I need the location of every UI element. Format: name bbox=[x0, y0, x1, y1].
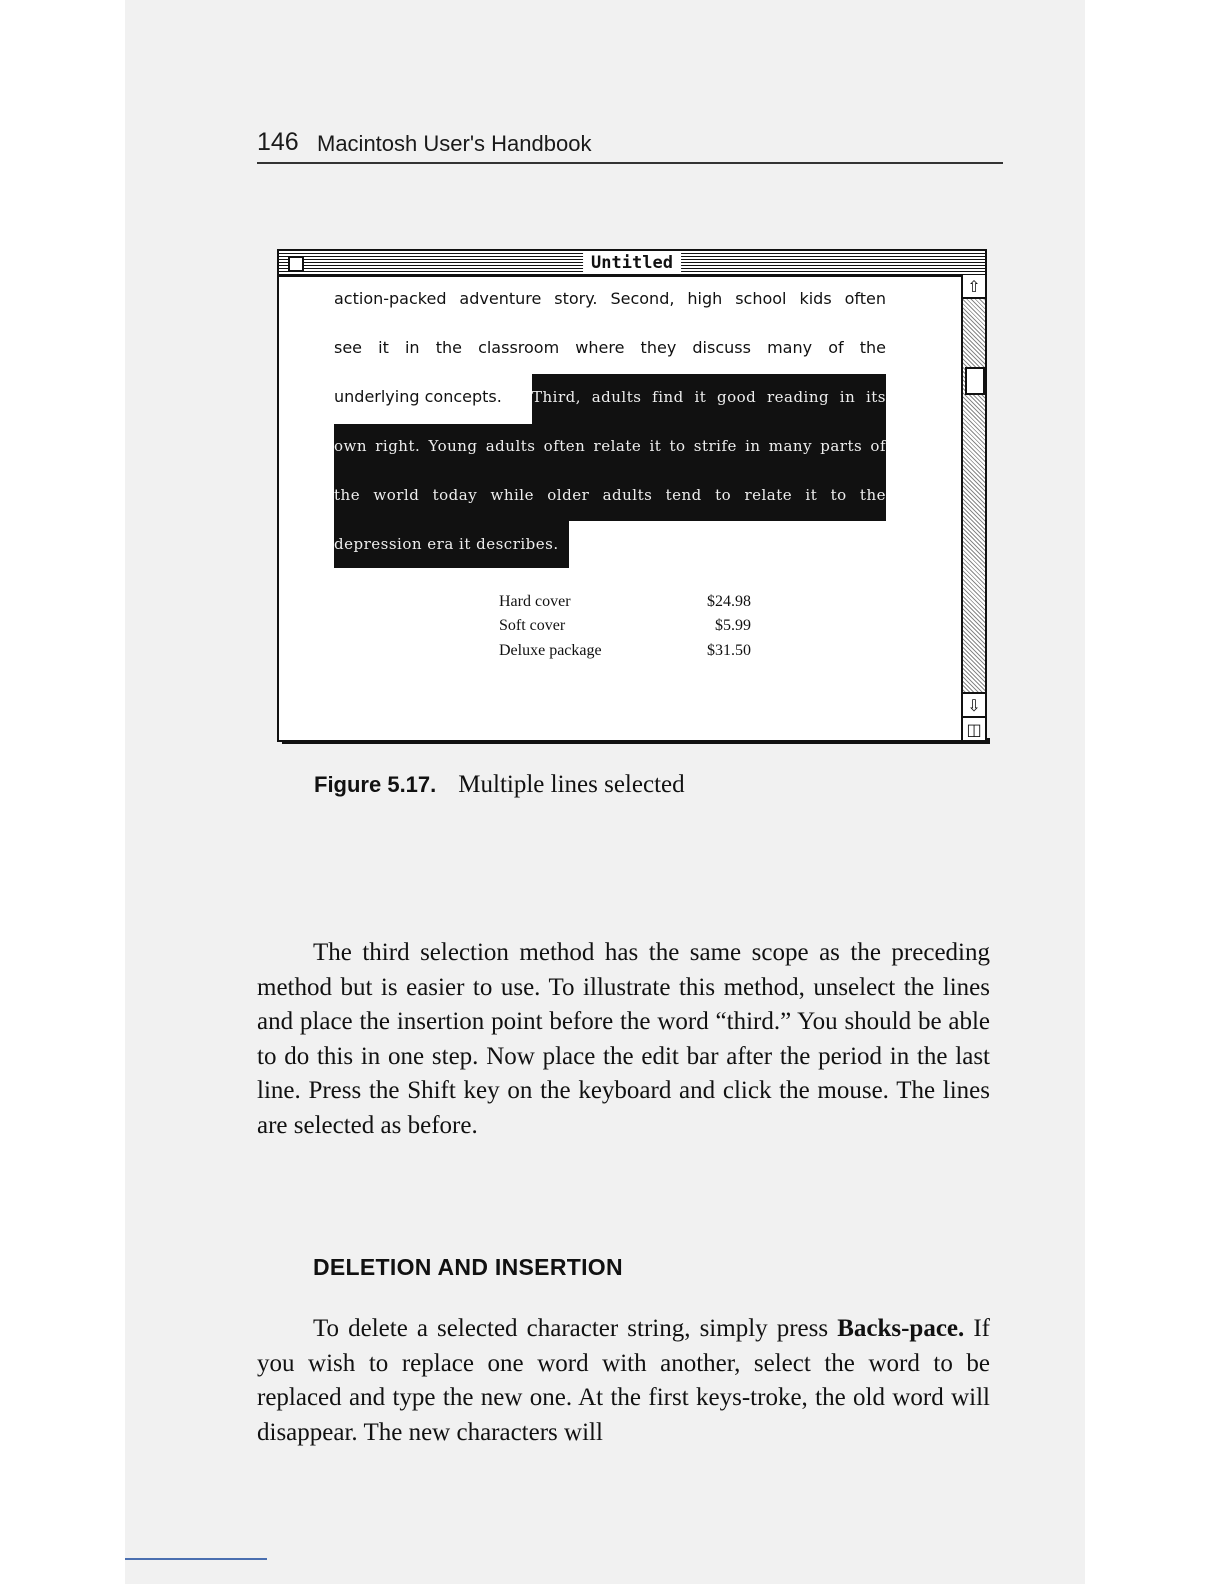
page-number: 146 bbox=[257, 128, 299, 156]
paragraph-1 bbox=[257, 936, 990, 1143]
price-value: $5.99 bbox=[715, 617, 751, 634]
selected-line-5: the world today while older adults tend to relate it to the bbox=[334, 486, 886, 504]
page-header bbox=[257, 128, 1003, 164]
price-row bbox=[499, 593, 751, 617]
price-row bbox=[499, 642, 751, 666]
text-line-2: see it in the classroom where they discuss many of the bbox=[334, 338, 886, 357]
text-line-3: underlying concepts. bbox=[334, 387, 502, 406]
price-value: $24.98 bbox=[707, 593, 751, 610]
document-text-area[interactable] bbox=[279, 275, 956, 740]
vertical-scrollbar[interactable] bbox=[961, 275, 985, 740]
paragraph-2 bbox=[257, 1312, 990, 1450]
untitled-window[interactable] bbox=[277, 249, 987, 742]
backspace-key-term: Backs-pace. bbox=[837, 1315, 965, 1342]
selected-line-4: own right. Young adults often relate it to strife in many parts of bbox=[334, 437, 886, 455]
title-bar[interactable] bbox=[279, 251, 985, 277]
price-row bbox=[499, 617, 751, 641]
section-heading: DELETION AND INSERTION bbox=[313, 1254, 623, 1280]
scroll-down-arrow-icon[interactable]: ⇩ bbox=[963, 692, 985, 718]
scroll-up-arrow-icon[interactable]: ⇧ bbox=[963, 275, 985, 299]
edge-rule bbox=[125, 1558, 267, 1560]
price-item: Soft cover bbox=[499, 617, 566, 634]
selected-line-3: Third, adults find it good reading in its bbox=[532, 388, 886, 406]
size-box-icon[interactable]: ◫ bbox=[963, 718, 985, 740]
window-title: Untitled bbox=[583, 252, 681, 274]
paragraph-2-rest: If you wish to replace one word with another, select the word to be replaced and type the new one. At the first keys-troke, the old word will disappear. The new characters will bbox=[257, 1315, 990, 1446]
selected-line-6: depression era it describes. bbox=[334, 535, 559, 553]
text-line-1: action-packed adventure story. Second, high school kids often bbox=[334, 289, 886, 308]
paragraph-1-text: The third selection method has the same scope as the preceding method but is easier to use. To illustrate this method, unselect the lines and place the insertion point before the word “third.” You should be able to do this in one step. Now place the edit bar after the period in the last line. Press the Shift key on the keyboard and click the mouse. The lines are selected as before. bbox=[257, 939, 990, 1139]
paragraph-2-start: To delete a selected character string, simply press bbox=[313, 1315, 838, 1342]
price-item: Hard cover bbox=[499, 593, 571, 610]
figure-label: Figure 5.17. bbox=[314, 772, 437, 797]
figure-caption-text: Multiple lines selected bbox=[458, 771, 685, 798]
running-title: Macintosh User's Handbook bbox=[317, 131, 592, 156]
close-box-icon[interactable] bbox=[288, 256, 304, 272]
price-value: $31.50 bbox=[707, 642, 751, 659]
price-item: Deluxe package bbox=[499, 642, 602, 659]
scroll-thumb[interactable] bbox=[965, 367, 985, 395]
figure-caption bbox=[314, 771, 685, 799]
